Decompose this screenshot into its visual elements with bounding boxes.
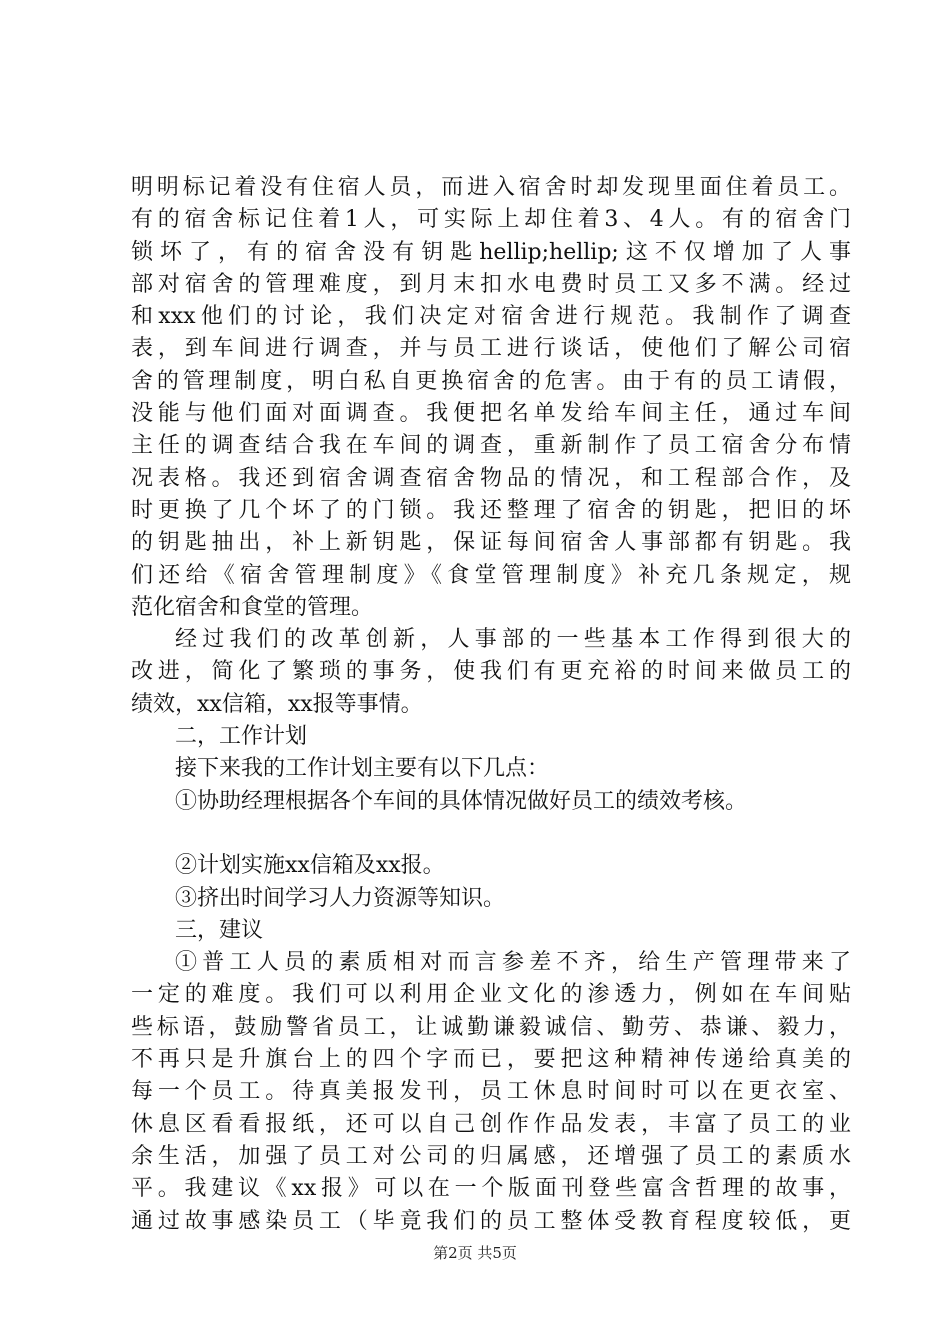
paragraph-start-line: 接下来我的工作计划主要有以下几点： [175,756,550,782]
text-line: 平。我建议《xx报》可以在一个版面刊登些富含哲理的故事， [131,1176,851,1202]
list-item: ②计划实施xx信箱及xx报。 [175,853,445,879]
text-line: 休息区看看报纸，还可以自己创作作品发表，丰富了员工的业 [131,1111,851,1137]
text-line: 范化宿舍和食堂的管理。 [131,594,374,620]
text-line: 改进，简化了繁琐的事务，使我们有更充裕的时间来做员工的 [131,659,851,685]
text-line: 每一个员工。待真美报发刊，员工休息时间时可以在更衣室、 [131,1079,851,1105]
list-item: ③挤出时间学习人力资源等知识。 [175,885,506,911]
text-line: 不再只是升旗台上的四个字而已，要把这种精神传递给真美的 [131,1047,851,1073]
list-item: ①协助经理根据各个车间的具体情况做好员工的绩效考核。 [175,788,748,814]
text-line: 和xxx他们的讨论，我们决定对宿舍进行规范。我制作了调查 [131,304,851,330]
text-line: 余生活，加强了员工对公司的归属感，还增强了员工的素质水 [131,1143,851,1169]
text-line: 没能与他们面对面调查。我便把名单发给车间主任，通过车间 [131,401,851,427]
text-line: 绩效，xx信箱，xx报等事情。 [131,691,423,717]
text-line: 锁坏了，有的宿舍没有钥匙hellip;hellip;这不仅增加了人事 [131,239,851,265]
text-line: 况表格。我还到宿舍调查宿舍物品的情况，和工程部合作，及 [131,465,851,491]
paragraph-start-line: 经过我们的改革创新，人事部的一些基本工作得到很大的 [175,627,851,653]
text-line: 的钥匙抽出，补上新钥匙，保证每间宿舍人事部都有钥匙。我 [131,530,851,556]
document-body [131,172,851,1238]
list-item: ①普工人员的素质相对而言参差不齐，给生产管理带来了 [175,950,851,976]
text-line: 一定的难度。我们可以利用企业文化的渗透力，例如在车间贴 [131,982,851,1008]
text-line: 明明标记着没有住宿人员，而进入宿舍时却发现里面住着员工。 [131,175,851,200]
text-line: 部对宿舍的管理难度，到月末扣水电费时员工又多不满。经过 [131,271,851,297]
text-line: 们还给《宿舍管理制度》《食堂管理制度》补充几条规定，规 [131,562,851,588]
section-heading-plan: 二，工作计划 [175,724,308,750]
text-line: 通过故事感染员工（毕竟我们的员工整体受教育程度较低，更 [131,1208,851,1234]
text-line: 舍的管理制度，明白私自更换宿舍的危害。由于有的员工请假， [131,368,851,394]
text-line: 表，到车间进行调查，并与员工进行谈话，使他们了解公司宿 [131,336,851,362]
page-number-footer: 第2页 共5页 [433,1244,517,1262]
section-heading-suggestions: 三，建议 [175,917,264,943]
text-line: 些标语，鼓励警省员工，让诚勤谦毅诚信、勤劳、恭谦、毅力， [131,1014,851,1040]
blank-line [131,818,851,850]
text-line: 有的宿舍标记住着1人，可实际上却住着3、4人。有的宿舍门 [131,207,851,233]
text-line: 时更换了几个坏了的门锁。我还整理了宿舍的钥匙，把旧的坏 [131,497,851,523]
text-line: 主任的调查结合我在车间的调查，重新制作了员工宿舍分布情 [131,433,851,459]
